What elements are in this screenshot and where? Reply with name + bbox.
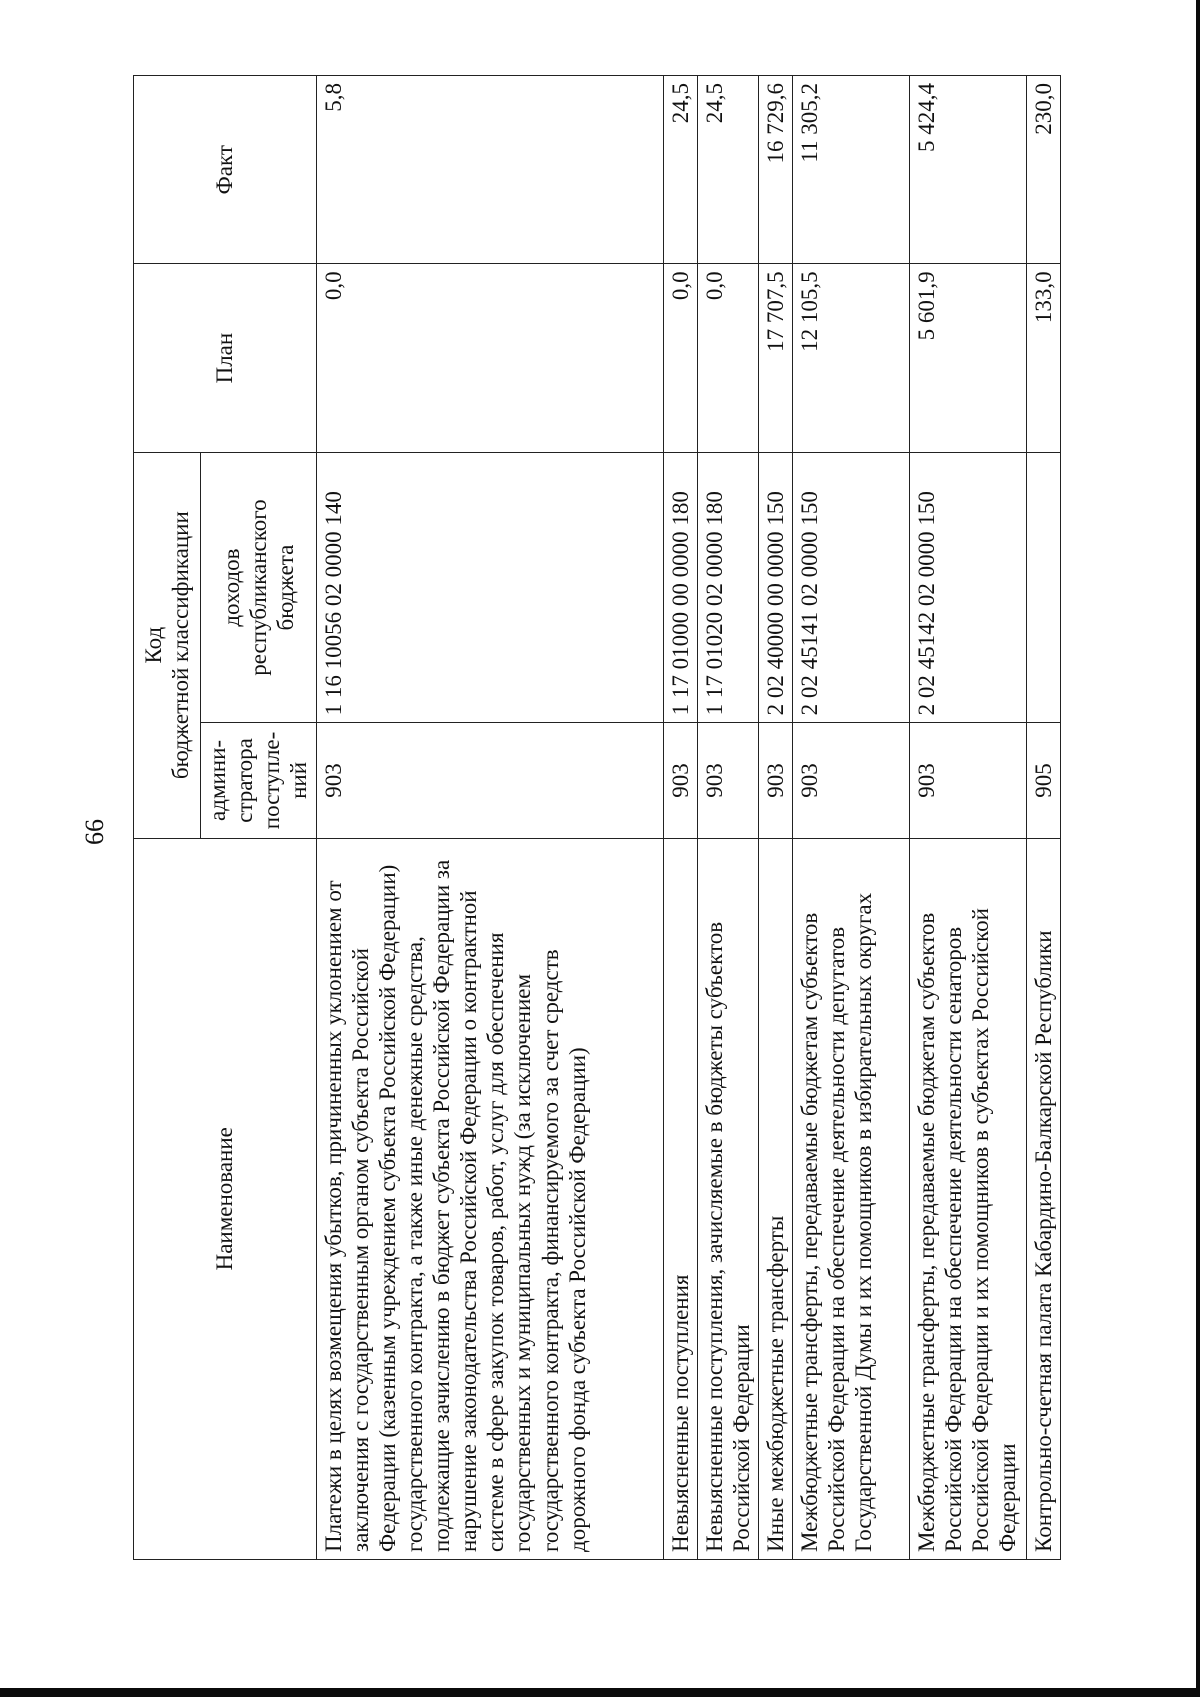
- header-admin: [201, 723, 317, 838]
- header-income: [201, 452, 317, 723]
- table-row: [697, 76, 758, 1560]
- row-name: Иные межбюджетные трансферты: [758, 838, 792, 1559]
- row-plan: 5 601,9: [910, 264, 1027, 452]
- header-plan: План: [134, 264, 317, 452]
- row-admin: 903: [663, 723, 697, 838]
- table-row: [663, 76, 697, 1560]
- row-admin: 903: [697, 723, 758, 838]
- row-name: Невыясненные поступления: [663, 838, 697, 1559]
- rotated-table-container: [133, 75, 1058, 1560]
- row-admin: 903: [793, 723, 910, 838]
- row-fact: 16 729,6: [758, 76, 792, 264]
- header-code-group-text: Код бюджетной классификации: [140, 511, 193, 780]
- row-name: Платежи в целях возмещения убытков, причиненных уклонением от заключения с государственным органом субъекта Российской Федерации (казенным учреждением субъекта Российской Федерации) государственного контракта, а также иные денежные средства, подлежащие зачислению в бюджет субъекта Российской Федерации за нарушение законодательства Российской Федерации о контрактной системе в сфере закупок товаров, работ, услуг для обеспечения государственных и муниципальных нужд (за исключением государственного контракта, финансируемого за счет средств дорожного фонда субъекта Российской Федерации): [316, 838, 663, 1559]
- row-code: 2 02 40000 00 0000 150: [758, 452, 792, 723]
- budget-income-table: [133, 75, 1061, 1560]
- row-fact: 11 305,2: [793, 76, 910, 264]
- row-admin: 903: [910, 723, 1027, 838]
- row-plan: 17 707,5: [758, 264, 792, 452]
- row-code: 1 16 10056 02 0000 140: [316, 452, 663, 723]
- row-name: Межбюджетные трансферты, передаваемые бюджетам субъектов Российской Федерации на обеспечение деятельности депутатов Государственной Думы и их помощников в избирательных округах: [793, 838, 910, 1559]
- table-row: [1027, 76, 1061, 1560]
- row-code: 1 17 01000 00 0000 180: [663, 452, 697, 723]
- header-income-text: доходов республиканского бюджета: [218, 499, 298, 676]
- table-row: [316, 76, 663, 1560]
- header-fact: Факт: [134, 76, 317, 264]
- row-plan: 133,0: [1027, 264, 1061, 452]
- scan-edge-bottom: [0, 1688, 1200, 1697]
- table-row: [758, 76, 792, 1560]
- row-admin: 903: [316, 723, 663, 838]
- row-name: Невыясненные поступления, зачисляемые в бюджеты субъектов Российской Федерации: [697, 838, 758, 1559]
- table-row: [910, 76, 1027, 1560]
- row-fact: 24,5: [697, 76, 758, 264]
- table-row: [793, 76, 910, 1560]
- header-admin-text: админи- стратора поступле- ний: [205, 731, 312, 830]
- row-plan: 0,0: [663, 264, 697, 452]
- row-plan: 0,0: [697, 264, 758, 452]
- row-code: 2 02 45141 02 0000 150: [793, 452, 910, 723]
- row-name: Межбюджетные трансферты, передаваемые бюджетам субъектов Российской Федерации на обеспечение деятельности сенаторов Российской Федерации и их помощников в субъектах Российской Федерации: [910, 838, 1027, 1559]
- row-name: Контрольно-счетная палата Кабардино-Балкарской Республики: [1027, 838, 1061, 1559]
- scan-edge-right: [1196, 0, 1200, 1697]
- row-fact: 230,0: [1027, 76, 1061, 264]
- page-number: 66: [80, 819, 109, 845]
- row-code: 1 17 01020 02 0000 180: [697, 452, 758, 723]
- row-code: 2 02 45142 02 0000 150: [910, 452, 1027, 723]
- row-plan: 12 105,5: [793, 264, 910, 452]
- row-plan: 0,0: [316, 264, 663, 452]
- table-header-row: [134, 76, 201, 1560]
- row-fact: 24,5: [663, 76, 697, 264]
- row-admin: 903: [758, 723, 792, 838]
- header-code-group: [134, 452, 201, 838]
- row-code: [1027, 452, 1061, 723]
- header-name: Наименование: [134, 838, 317, 1559]
- row-admin: 905: [1027, 723, 1061, 838]
- row-fact: 5 424,4: [910, 76, 1027, 264]
- row-fact: 5,8: [316, 76, 663, 264]
